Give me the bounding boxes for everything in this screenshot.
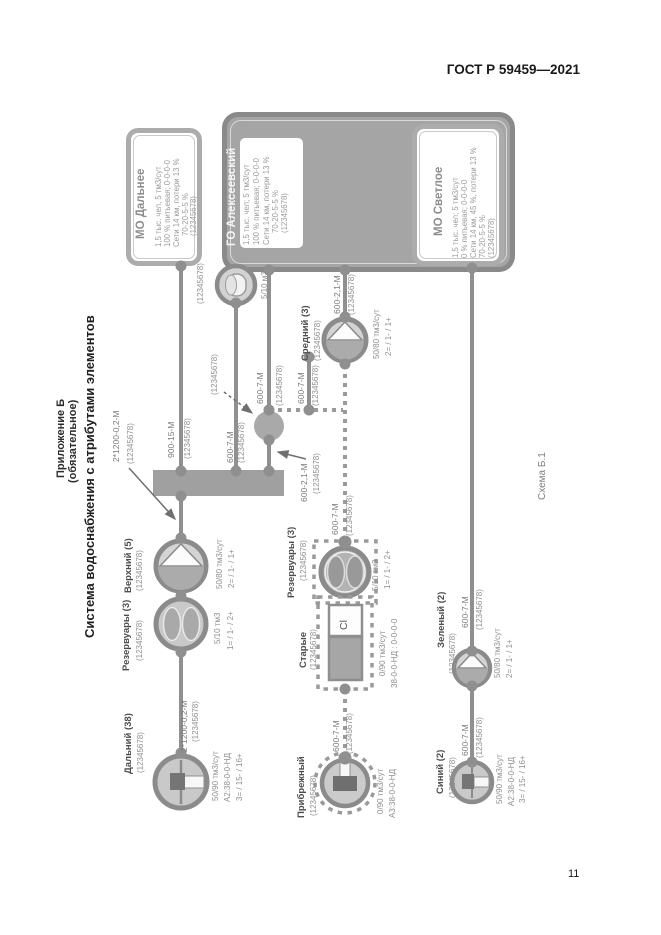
page-number: 11 (568, 868, 580, 880)
node-rezervuary1-name: Резервуары (3) (121, 599, 132, 671)
node-zelenyy-attr2: 2= / 1- / 1+ (505, 639, 514, 678)
pipe-600-21-upper-label: 600-2,1-М (332, 275, 342, 314)
node-dalniy-attr2: А2:38-0-0-НД (223, 753, 232, 802)
mo-svetloe-attr-4: 70-20-5-5 % (478, 215, 487, 258)
node-dalniy-id: (12345678) (136, 732, 145, 773)
mo-dalnee-title: МО Дальнее (135, 168, 147, 239)
node-verkhniy-attr1: 50/80 тм3/сут (215, 539, 224, 589)
mo-dalnee-id: (12345678) (189, 196, 198, 236)
mo-svetloe-attr-2: 0 % питьевая; 0-0-0-0 (460, 179, 469, 258)
node-siniy-name: Синий (2) (435, 749, 446, 794)
node-siniy-attr2: А2:38-0-0-НД (507, 757, 516, 806)
mo-svetloe-id: (12345678) (487, 218, 496, 258)
junction-id: (12345678) (210, 354, 219, 395)
node-starye-attr1: 0/90 тм3/сут (378, 630, 387, 676)
node-rezervuary2-attr1: 5/10 тм3 (371, 559, 380, 591)
go-attr-4: 70-20-5-5 % (271, 190, 280, 233)
mo-svetloe-title: МО Светлое (433, 166, 445, 236)
node-rezervuary1-icon (156, 599, 206, 649)
pipe-600-21-upper-id: (12345678) (347, 274, 356, 315)
node-rezervuary1-attr2: 1= / 1- / 2+ (226, 611, 235, 650)
node-zelenyy-attr1: 50/80 тм3/сут (493, 628, 502, 678)
node-rezervuary1-attr1: 5/10 тм3 (213, 612, 222, 644)
pipe-600-21-arrow-id: (12345678) (312, 453, 321, 494)
pipe-1200-arrow-label: 2*1200-0,2-М (111, 410, 121, 462)
node-zelenyy-id: (12345678) (448, 633, 457, 674)
node-pribrezhnyy-attr2: А3:38-0-0-НД (388, 769, 397, 818)
appendix-type-label: (обязательное) (67, 399, 79, 483)
node-dalniy-name: Дальний (38) (123, 713, 134, 774)
standard-number: ГОСТ Р 59459—2021 (446, 62, 580, 77)
node-sredniy-attr1: 50/80 тм3/сут (372, 309, 381, 359)
pipe-600-7-pribrezh-id: (12345678) (345, 713, 354, 754)
node-starye-id: (12345678) (309, 629, 318, 670)
pipe-1200-arrow-id: (12345678) (126, 423, 135, 464)
node-siniy-attr1: 50/90 тм3/сут (495, 754, 504, 804)
go-attr-1: 1,5 тыс. чел; 5 тм3/сут (242, 164, 251, 245)
node-siniy-attr3: 3= / 15- / 16+ (518, 755, 527, 803)
pipe-1200-lower-id: (12345678) (191, 701, 200, 742)
node-pribrezhnyy-name: Прибрежный (296, 756, 307, 818)
scheme-label: Схема Б.1 (537, 452, 548, 500)
pipe-600-7-zelenyy-id: (12345678) (475, 589, 484, 630)
pipe-600-7-pribrezh-label: 600-7-М (331, 720, 341, 752)
pipe-600-7-stub-id: (12345678) (311, 365, 320, 406)
node-rezervuary1-id: (12345678) (135, 620, 144, 661)
node-siniy-id: (12345678) (448, 757, 457, 798)
pipe-600-7-stub-label: 600-7-М (296, 372, 306, 404)
pipe-900-15-id: (12345678) (183, 418, 192, 459)
pipe-900-15-label: 900-15-М (166, 421, 176, 458)
mo-dalnee-attr-1: 1,5 тыс. чел, 5 тм3/сут (154, 166, 163, 247)
node-dalniy-attr1: 50/90 тм3/сут (211, 751, 220, 801)
pipe-600-7-rez2-label: 600-7-М (330, 503, 340, 535)
node-rezervuary2-id: (12345678) (299, 540, 308, 581)
node-pribrezhnyy-attr1: 0/90 тм3/сут (376, 768, 385, 814)
chlorination-icon-text: Cl (338, 620, 350, 630)
node-sredniy-name: Средний (3) (300, 305, 311, 361)
pipe-600-7-tank-label: 600-7-М (225, 431, 235, 463)
node-sredniy-icon (324, 319, 366, 361)
diagram-title: Система водоснабжения с атрибутами элементов (82, 315, 97, 638)
go-attr-3: Сети 14 км, потери 13 % (262, 156, 271, 245)
node-starye-name: Старые (298, 632, 309, 668)
pipe-600-7-junction-label: 600-7-М (255, 372, 265, 404)
node-rezervuary2-icon (314, 541, 376, 603)
pipe-600-7-tank-id: (12345678) (237, 422, 246, 463)
node-verkhniy-id: (12345678) (135, 550, 144, 591)
node-sredniy-id: (12345678) (313, 320, 322, 361)
node-dalniy-icon (155, 756, 207, 808)
tank-attr: 5/10 м3 (260, 271, 269, 299)
tank-id: (12345678) (196, 263, 205, 304)
appendix-label: Приложение Б (55, 398, 67, 478)
go-alekseevskiy-title: ГО Алексеевский (226, 147, 238, 246)
node-siniy-icon (452, 762, 492, 802)
node-rezervuary2-attr2: 1= / 1- / 2+ (383, 550, 392, 589)
pipe-600-7-siniy-label: 600-7-М (460, 724, 470, 756)
node-verkhniy-icon (156, 541, 206, 591)
pipe-600-21-arrow-label: 600-2,1-М (299, 463, 309, 502)
mo-svetloe-attr-3: Сети 14 км, 45 %, потери 13 % (469, 147, 478, 258)
pipe-600-7-junction-id: (12345678) (275, 365, 284, 406)
node-rezervuary2-name: Резервуары (3) (286, 526, 297, 598)
go-id: (12345678) (280, 193, 289, 233)
go-attr-2: 100 % питьевая; 0-0-0-0 (252, 158, 261, 245)
node-verkhniy-name: Верхний (5) (123, 538, 134, 593)
mo-dalnee-attr-4: 70-20-5-5 % (181, 193, 190, 236)
pipe-600-7-rez2-id: (12345678) (345, 495, 354, 536)
node-pribrezhnyy-id: (12345678) (309, 775, 318, 816)
pipe-600-7-siniy-id: (12345678) (475, 717, 484, 758)
node-verkhniy-attr2: 2= / 1- / 1+ (227, 549, 236, 588)
node-zelenyy-name: Зеленый (2) (436, 591, 447, 648)
node-sredniy-attr2: 2= / 1- / 1+ (384, 317, 393, 356)
node-dalniy-attr3: 3= / 15- / 16+ (235, 753, 244, 801)
mo-svetloe-attr-1: 1,5 тыс. чел; 5 тм3/сут (451, 177, 460, 258)
mo-dalnee-attr-2: 100 % питьевая; 0-0-0-0 (163, 160, 172, 247)
pipe-600-7-zelenyy-label: 600-7-М (460, 596, 470, 628)
mo-dalnee-attr-3: Сети 14 км, потери 13 % (172, 158, 181, 247)
pipe-1200-lower-label: 2*1200-0,2-М (179, 700, 189, 752)
node-starye-icon (318, 597, 372, 689)
node-starye-attr2: 38-0-0-НД : 0-0-0-0 (390, 618, 399, 688)
